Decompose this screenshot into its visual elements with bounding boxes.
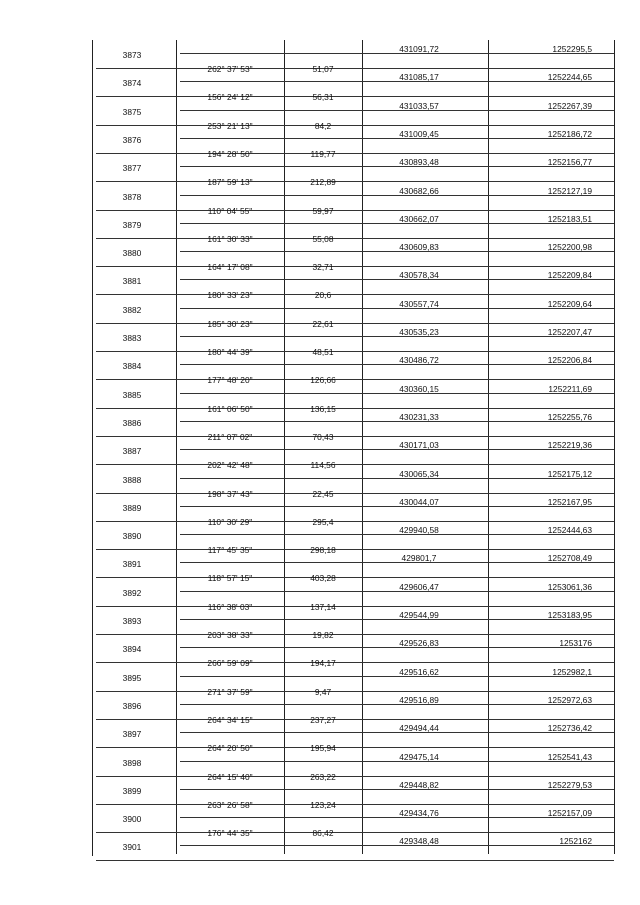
coordinate-y: 1252279,53	[547, 780, 592, 790]
segment-angle: 202° 42' 48"	[207, 460, 253, 470]
coordinate-y: 1252444,63	[547, 525, 592, 535]
point-number: 3896	[122, 701, 142, 711]
coordinate-y: 1252175,12	[547, 469, 592, 479]
coordinate-x: 429348,48	[399, 836, 439, 846]
segment-distance: 19,82	[312, 630, 334, 640]
column-border	[176, 40, 177, 854]
column-border	[614, 40, 615, 854]
segment-angle: 264° 34' 15"	[207, 715, 253, 725]
segment-angle: 118° 57' 15"	[207, 573, 253, 583]
coordinate-x: 430662,07	[399, 214, 439, 224]
segment-distance: 136,15	[310, 404, 336, 414]
point-number: 3891	[122, 559, 142, 569]
point-number: 3899	[122, 786, 142, 796]
coordinate-y: 1252972,63	[547, 695, 592, 705]
coordinate-y: 1252183,51	[547, 214, 592, 224]
point-number: 3875	[122, 107, 142, 117]
coordinate-y: 1253061,36	[547, 582, 592, 592]
point-number: 3882	[122, 305, 142, 315]
point-number: 3892	[122, 588, 142, 598]
segment-distance: 114,56	[310, 460, 336, 470]
coordinate-x: 431085,17	[399, 72, 439, 82]
segment-angle: 161° 06' 50"	[207, 404, 253, 414]
point-number: 3894	[122, 644, 142, 654]
coordinate-y: 1252219,36	[547, 440, 592, 450]
segment-angle: 262° 37' 53"	[207, 64, 253, 74]
point-number: 3900	[122, 814, 142, 824]
point-number: 3885	[122, 390, 142, 400]
segment-distance: 20,6	[314, 290, 332, 300]
point-number: 3893	[122, 616, 142, 626]
segment-distance: 55,08	[312, 234, 334, 244]
coordinate-y: 1252209,84	[547, 270, 592, 280]
coordinate-y: 1252209,64	[547, 299, 592, 309]
segment-angle: 156° 24' 12"	[207, 92, 253, 102]
segment-angle: 198° 37' 43"	[207, 489, 253, 499]
coordinate-y: 1252211,69	[548, 384, 592, 394]
coordinate-y: 1252295,5	[552, 44, 592, 54]
segment-angle: 271° 37' 59"	[207, 687, 253, 697]
coordinate-x: 429940,58	[399, 525, 439, 535]
segment-distance: 22,45	[312, 489, 334, 499]
coordinate-y: 1252206,84	[547, 355, 592, 365]
segment-angle: 110° 30' 29"	[207, 517, 253, 527]
coordinate-y: 1252200,98	[547, 242, 592, 252]
coordinate-x: 431009,45	[399, 129, 439, 139]
segment-distance: 126,66	[310, 375, 336, 385]
point-number: 3876	[122, 135, 142, 145]
point-number: 3898	[122, 758, 142, 768]
coordinate-y: 1252157,09	[547, 808, 592, 818]
column-border	[92, 40, 93, 856]
coordinate-x: 430682,66	[399, 186, 439, 196]
coordinate-x: 431091,72	[399, 44, 439, 54]
coordinate-y: 1253183,95	[547, 610, 592, 620]
coordinate-x: 429544,99	[399, 610, 439, 620]
coordinate-x: 429434,76	[399, 808, 439, 818]
coordinate-x: 430609,83	[399, 242, 439, 252]
coordinate-y: 1252267,39	[547, 101, 592, 111]
coordinate-y: 1252736,42	[547, 723, 592, 733]
segment-distance: 195,94	[310, 743, 336, 753]
segment-distance: 237,27	[310, 715, 336, 725]
segment-angle: 176° 44' 35"	[207, 828, 253, 838]
coordinate-x: 430171,03	[399, 440, 439, 450]
point-number: 3874	[122, 78, 142, 88]
coordinate-x: 430065,34	[399, 469, 439, 479]
coordinate-x: 429448,82	[399, 780, 439, 790]
segment-distance: 295,4	[312, 517, 334, 527]
coordinate-x: 430486,72	[399, 355, 439, 365]
coordinate-y: 1252186,72	[547, 129, 592, 139]
coordinate-x: 429516,62	[399, 667, 439, 677]
coordinate-x: 430557,74	[399, 299, 439, 309]
row-rule	[96, 860, 614, 861]
segment-distance: 70,43	[312, 432, 334, 442]
segment-angle: 266° 59' 09"	[207, 658, 253, 668]
segment-distance: 123,24	[310, 800, 336, 810]
segment-distance: 137,14	[310, 602, 336, 612]
segment-distance: 298,18	[310, 545, 336, 555]
coordinate-x: 429494,44	[399, 723, 439, 733]
segment-distance: 263,22	[310, 772, 336, 782]
coordinate-x: 430231,33	[399, 412, 439, 422]
coordinate-x: 429606,47	[399, 582, 439, 592]
segment-distance: 212,89	[310, 177, 336, 187]
segment-angle: 161° 30' 33"	[207, 234, 253, 244]
point-number: 3879	[122, 220, 142, 230]
point-number: 3884	[122, 361, 142, 371]
segment-distance: 9,47	[314, 687, 332, 697]
point-number: 3901	[122, 842, 142, 852]
point-number: 3878	[122, 192, 142, 202]
coordinate-x: 430044,07	[399, 497, 439, 507]
point-number: 3883	[122, 333, 142, 343]
coordinate-x: 430535,23	[399, 327, 439, 337]
segment-distance: 32,71	[312, 262, 334, 272]
segment-distance: 59,97	[312, 206, 334, 216]
segment-angle: 263° 26' 58"	[207, 800, 253, 810]
segment-distance: 22,61	[312, 319, 334, 329]
segment-angle: 116° 38' 03"	[207, 602, 253, 612]
segment-distance: 403,28	[310, 573, 336, 583]
coordinate-y: 1252708,49	[547, 553, 592, 563]
segment-angle: 194° 28' 50"	[207, 149, 253, 159]
coordinate-y: 1252167,95	[547, 497, 592, 507]
point-number: 3889	[122, 503, 142, 513]
point-number: 3895	[122, 673, 142, 683]
segment-distance: 48,51	[312, 347, 334, 357]
segment-distance: 119,77	[310, 149, 336, 159]
coordinate-y: 1252207,47	[547, 327, 592, 337]
point-number: 3877	[122, 163, 142, 173]
segment-angle: 187° 59' 13"	[207, 177, 253, 187]
point-number: 3873	[122, 50, 142, 60]
segment-distance: 86,42	[312, 828, 334, 838]
coordinate-y: 1252541,43	[547, 752, 592, 762]
segment-distance: 194,17	[310, 658, 336, 668]
coordinate-y: 1252162	[559, 836, 592, 846]
point-number: 3897	[122, 729, 142, 739]
segment-angle: 211° 07' 02"	[207, 432, 253, 442]
segment-angle: 164° 17' 08"	[207, 262, 253, 272]
coordinate-x: 429526,83	[399, 638, 439, 648]
segment-distance: 84,2	[314, 121, 332, 131]
segment-angle: 203° 38' 33"	[207, 630, 253, 640]
coordinate-x: 429801,7	[401, 553, 437, 563]
segment-angle: 180° 33' 23"	[207, 290, 253, 300]
coordinate-y: 1253176	[559, 638, 592, 648]
segment-distance: 51,07	[312, 64, 334, 74]
coordinate-y: 1252255,76	[547, 412, 592, 422]
coordinate-y: 1252127,19	[547, 186, 592, 196]
segment-angle: 253° 21' 13"	[207, 121, 253, 131]
segment-angle: 185° 30' 23"	[207, 319, 253, 329]
coordinate-y: 1252244,65	[547, 72, 592, 82]
segment-angle: 264° 15' 40"	[207, 772, 253, 782]
point-number: 3880	[122, 248, 142, 258]
coordinate-x: 430893,48	[399, 157, 439, 167]
segment-angle: 117° 45' 35"	[207, 545, 253, 555]
segment-distance: 56,31	[312, 92, 334, 102]
coordinate-y: 1252982,1	[552, 667, 592, 677]
segment-angle: 177° 48' 20"	[207, 375, 253, 385]
coordinate-y: 1252156,77	[547, 157, 592, 167]
point-number: 3886	[122, 418, 142, 428]
coordinate-x: 430360,15	[399, 384, 439, 394]
segment-angle: 180° 44' 39"	[207, 347, 253, 357]
segment-angle: 110° 04' 55"	[207, 206, 253, 216]
point-number: 3888	[122, 475, 142, 485]
coordinate-x: 430578,34	[399, 270, 439, 280]
segment-angle: 264° 20' 50"	[207, 743, 253, 753]
point-number: 3890	[122, 531, 142, 541]
coordinate-x: 429516,89	[399, 695, 439, 705]
coordinate-x: 429475,14	[399, 752, 439, 762]
point-number: 3881	[122, 276, 142, 286]
point-number: 3887	[122, 446, 142, 456]
coordinate-x: 431033,57	[399, 101, 439, 111]
